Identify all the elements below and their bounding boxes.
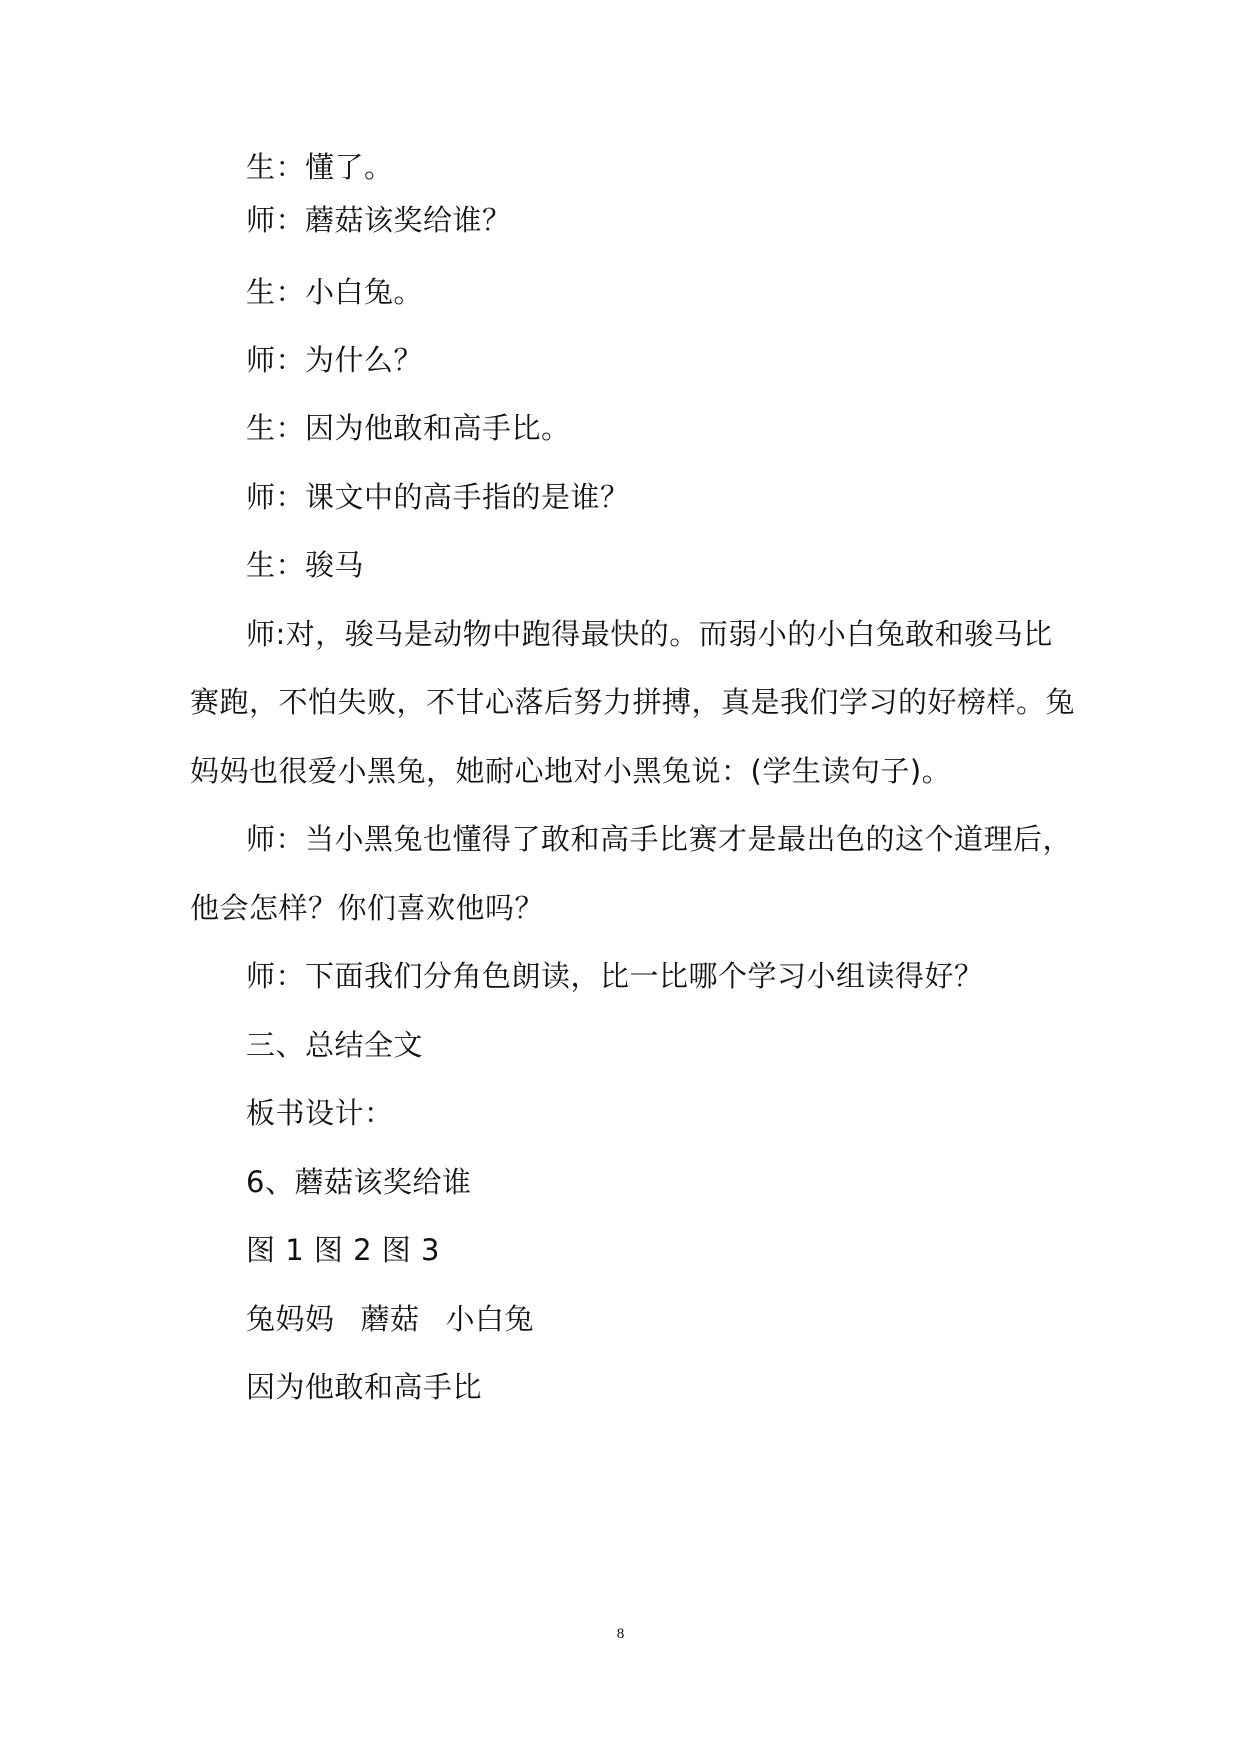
section-heading: 三、总结全文 (246, 1028, 424, 1062)
board-character: 兔妈妈 (246, 1302, 335, 1336)
text-line: 生：小白兔。 (246, 275, 424, 309)
text-line: 生：因为他敢和高手比。 (246, 411, 571, 445)
text-line: 板书设计： (246, 1096, 394, 1130)
board-character: 蘑菇 (360, 1302, 420, 1336)
text-line: 师：下面我们分角色朗读，比一比哪个学习小组读得好？ (246, 959, 984, 993)
board-characters (246, 1299, 534, 1339)
board-figures: 图 1 图 2 图 3 (246, 1233, 440, 1267)
text-line: 师：当小黑兔也懂得了敢和高手比赛才是最出色的这个道理后， (246, 822, 1073, 856)
board-character: 小白兔 (445, 1302, 535, 1336)
board-conclusion: 因为他敢和高手比 (246, 1370, 483, 1404)
text-line: 师：课文中的高手指的是谁？ (246, 480, 630, 514)
text-line: 妈妈也很爱小黑兔，她耐心地对小黑兔说：(学生读句子)。 (190, 754, 952, 788)
text-line: 生：骏马 (246, 548, 365, 582)
text-line: 生：懂了。 (246, 150, 394, 184)
board-title: 6、蘑菇该奖给谁 (246, 1165, 472, 1199)
text-line: 师:对，骏马是动物中跑得最快的。而弱小的小白兔敢和骏马比 (246, 617, 1053, 651)
text-line: 师：蘑菇该奖给谁？ (246, 203, 512, 237)
page-number: 8 (616, 1626, 625, 1642)
text-line: 师：为什么？ (246, 343, 424, 377)
text-line: 他会怎样？你们喜欢他吗？ (190, 891, 545, 925)
text-line: 赛跑，不怕失败，不甘心落后努力拼搏，真是我们学习的好榜样。兔 (190, 685, 1076, 719)
